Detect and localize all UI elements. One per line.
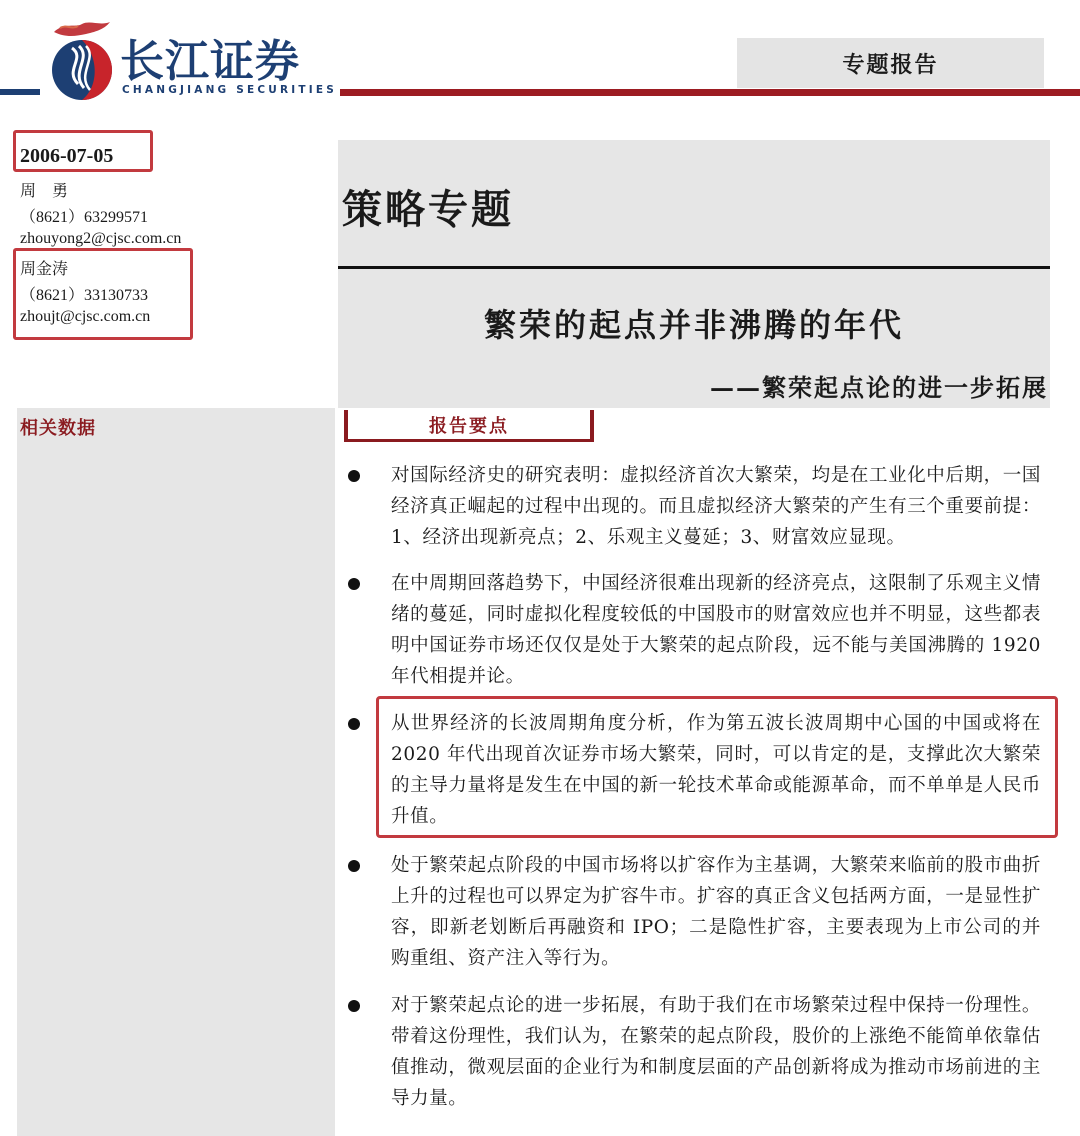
related-data-title: 相关数据 — [20, 418, 96, 439]
header-rule-left — [0, 89, 40, 95]
report-category: 策略专题 — [342, 186, 514, 233]
logo-emblem-icon — [46, 18, 118, 102]
analyst-2-phone: （8621）33130733 — [20, 287, 149, 304]
company-name-en: CHANGJIANG SECURITIES — [122, 84, 337, 96]
analyst-1-email[interactable]: zhouyong2@cjsc.com.cn — [20, 230, 182, 247]
analyst-2-name: 周金涛 — [20, 261, 69, 278]
bullet-icon — [348, 470, 360, 482]
bullet-icon — [348, 578, 360, 590]
company-name-cn: 长江证券 — [120, 36, 300, 87]
report-date: 2006-07-05 — [20, 145, 114, 167]
related-data-panel — [17, 408, 335, 1136]
bullet-icon — [348, 718, 360, 730]
key-point-text: 处于繁荣起点阶段的中国市场将以扩容作为主基调，大繁荣来临前的股市曲折上升的过程也可以界定为扩容牛市。扩容的真正含义包括两方面，一是显性扩容，即新老划断后再融资和 IPO；二是隐性扩容，主要表现为上市公司的并购重组、资产注入等行为。 — [391, 855, 1041, 969]
analyst-2-email[interactable]: zhoujt@cjsc.com.cn — [20, 308, 151, 325]
sub-title: ——繁荣起点论的进一步拓展 — [710, 373, 1048, 402]
report-type-label: 专题报告 — [737, 38, 1044, 88]
analyst-1-phone: （8621）63299571 — [20, 209, 149, 226]
key-point-text: 对于繁荣起点论的进一步拓展，有助于我们在市场繁荣过程中保持一份理性。带着这份理性，我们认为，在繁荣的起点阶段，股价的上涨绝不能简单依靠估值推动，微观层面的企业行为和制度层面的产品创新将成为推动市场前进的主导力量。 — [391, 995, 1041, 1109]
key-point-text: 对国际经济史的研究表明：虚拟经济首次大繁荣，均是在工业化中后期，一国经济真正崛起的过程中出现的。而且虚拟经济大繁荣的产生有三个重要前提：1、经济出现新亮点；2、乐观主义蔓延；3、财富效应显现。 — [391, 465, 1041, 548]
header-rule-right — [340, 89, 1080, 96]
key-points-header: 报告要点 — [344, 410, 594, 442]
key-point-text: 在中周期回落趋势下，中国经济很难出现新的经济亮点，这限制了乐观主义情绪的蔓延，同时虚拟化程度较低的中国股市的财富效应也并不明显，这些都表明中国证券市场还仅仅是处于大繁荣的起点阶段，远不能与美国沸腾的 1920 年代相提并论。 — [391, 573, 1041, 687]
bullet-icon — [348, 1000, 360, 1012]
title-divider — [338, 266, 1050, 269]
bullet-icon — [348, 860, 360, 872]
analyst-1-name: 周 勇 — [20, 183, 69, 200]
key-point-text: 从世界经济的长波周期角度分析，作为第五波长波周期中心国的中国或将在 2020 年代出现首次证券市场大繁荣，同时，可以肯定的是，支撑此次大繁荣的主导力量将是发生在中国的新一轮技术革命或能源革命，而不单单是人民币升值。 — [391, 713, 1041, 827]
main-title: 繁荣的起点并非沸腾的年代 — [483, 306, 904, 344]
